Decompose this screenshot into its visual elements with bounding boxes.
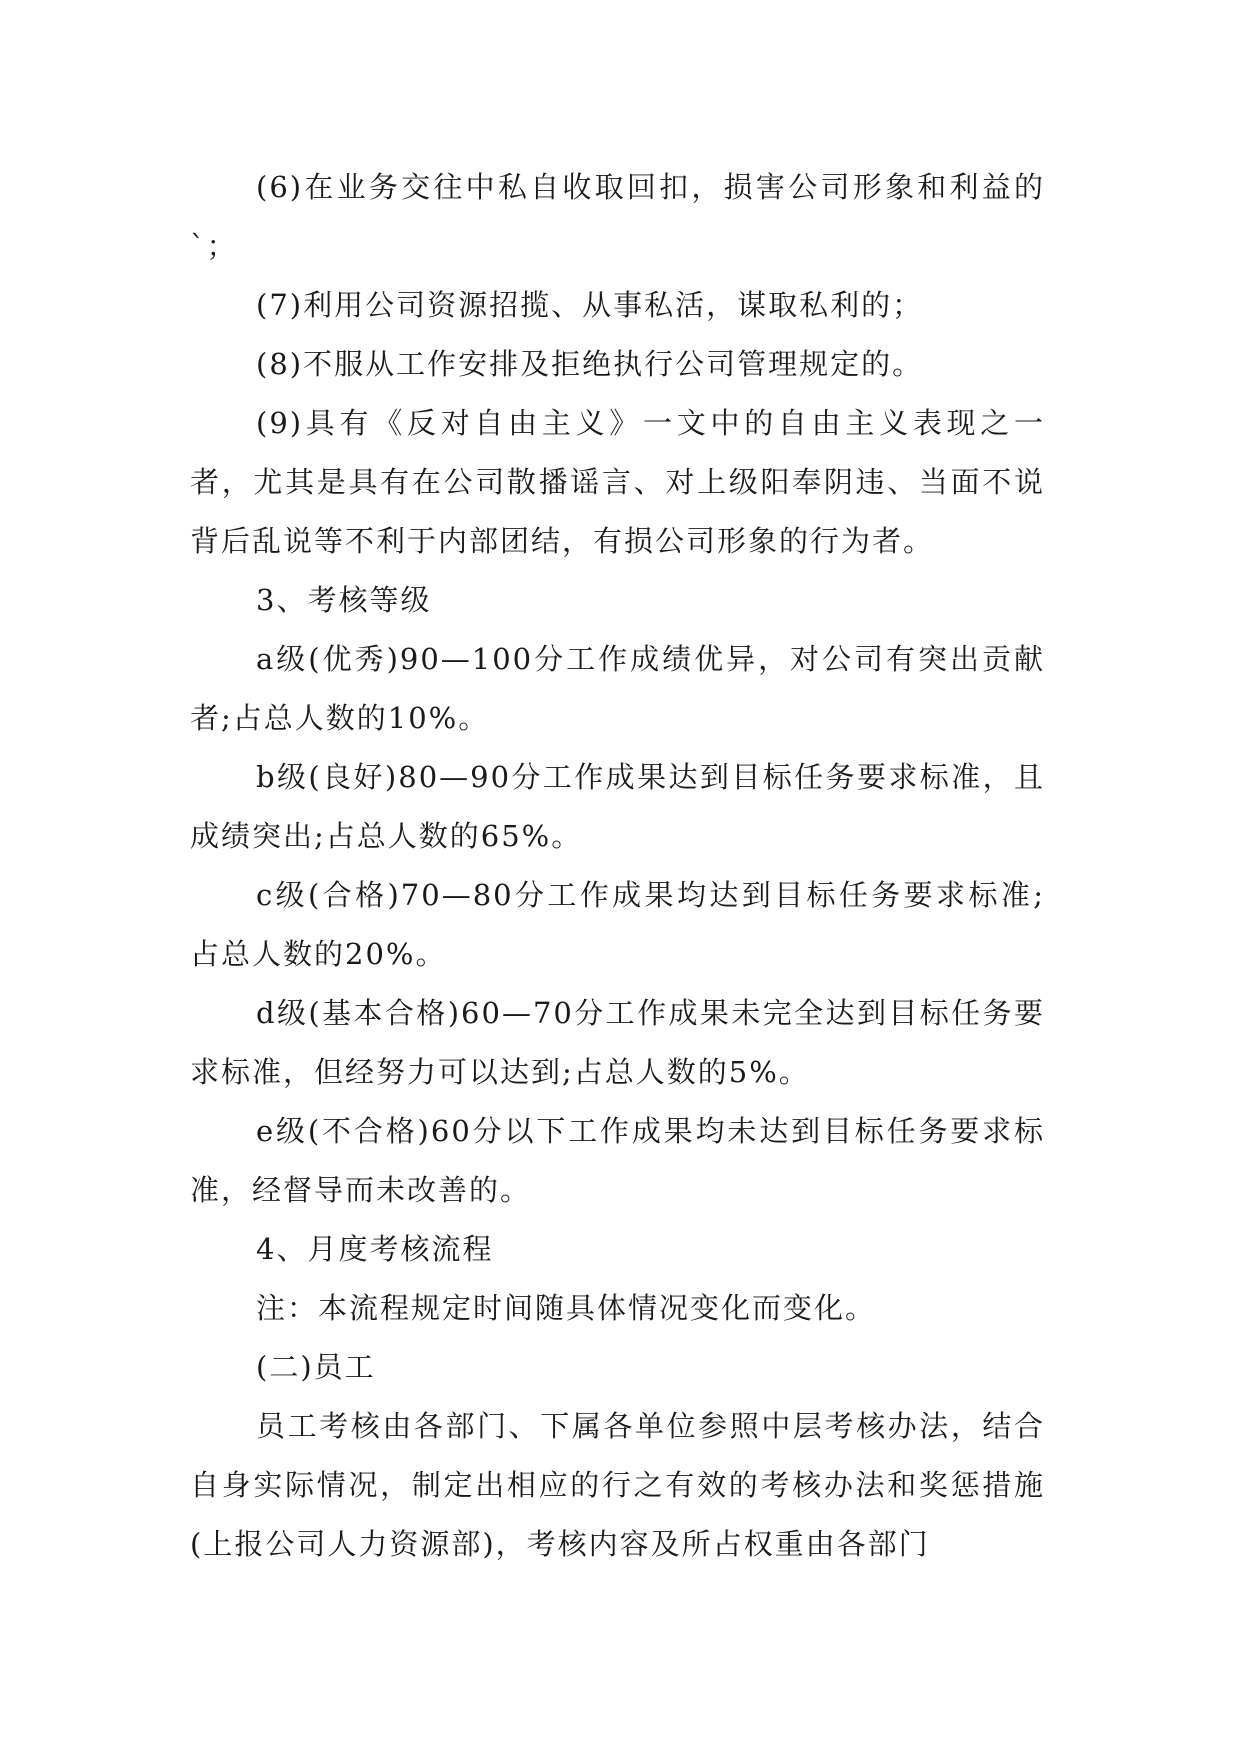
grade-a-paragraph: a级(优秀)90—100分工作成绩优异，对公司有突出贡献者;占总人数的10%。 [190,642,1045,735]
grade-b-paragraph: b级(良好)80—90分工作成果达到目标任务要求标准，且成绩突出;占总人数的65%。 [190,760,1045,853]
paragraph-item-9: (9)具有《反对自由主义》一文中的自由主义表现之一者，尤其是具有在公司散播谣言、对上级阳奉阴违、当面不说背后乱说等不利于内部团结，有损公司形象的行为者。 [190,406,1045,558]
paragraph-item-7: (7)利用公司资源招揽、从事私活，谋取私利的； [256,288,924,322]
paragraph-item-8: (8)不服从工作安排及拒绝执行公司管理规定的。 [256,347,924,381]
section-heading-assessment-grades: 3、考核等级 [256,583,432,617]
employee-assessment-paragraph: 员工考核由各部门、下属各单位参照中层考核办法，结合自身实际情况，制定出相应的行之有效的考核办法和奖惩措施(上报公司人力资源部)，考核内容及所占权重由各部门 [190,1409,1045,1561]
section-heading-monthly-process: 4、月度考核流程 [256,1232,494,1266]
document-body [190,158,1045,1574]
paragraph-item-6: (6)在业务交往中私自收取回扣，损害公司形象和利益的`； [190,170,1045,263]
section-heading-employees: (二)员工 [256,1350,376,1384]
grade-e-paragraph: e级(不合格)60分以下工作成果均未达到目标任务要求标准，经督导而未改善的。 [190,1114,1045,1207]
grade-c-paragraph: c级(合格)70—80分工作成果均达到目标任务要求标准;占总人数的20%。 [190,878,1045,971]
process-note: 注：本流程规定时间随具体情况变化而变化。 [256,1291,877,1325]
grade-d-paragraph: d级(基本合格)60—70分工作成果未完全达到目标任务要求标准，但经努力可以达到;占总人数的5%。 [190,996,1045,1089]
